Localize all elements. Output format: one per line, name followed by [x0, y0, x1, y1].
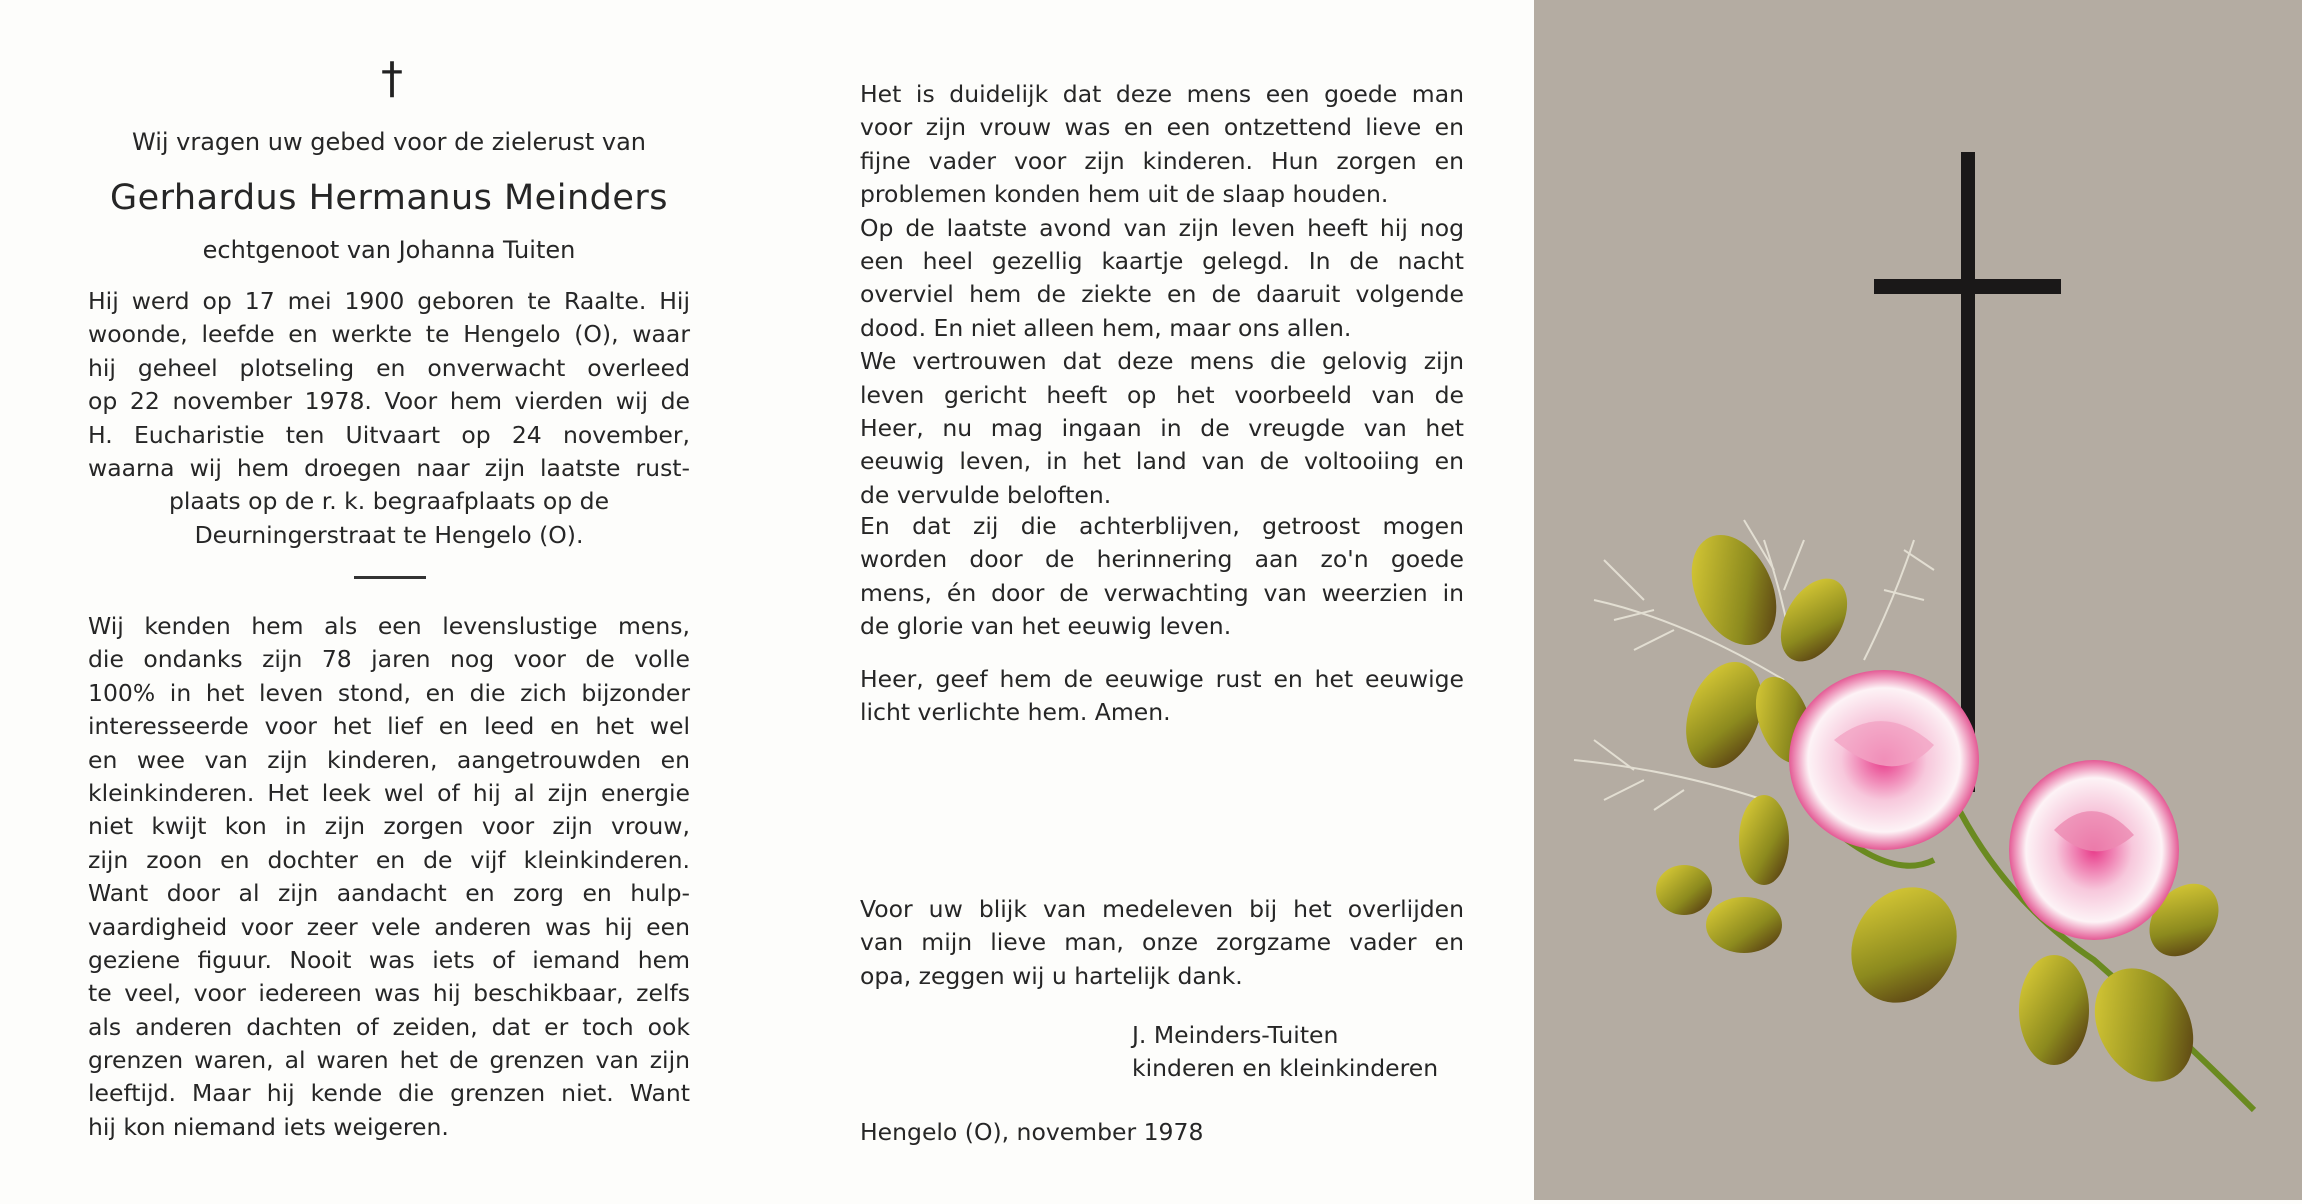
text-line: Heer, geef hem de eeuwige rust en het eeuwige — [860, 665, 1464, 693]
text-line: Hij werd op 17 mei 1900 geboren te Raalte. Hij — [88, 287, 690, 315]
deceased-name: Gerhardus Hermanus Meinders — [110, 178, 668, 218]
text-line: een heel gezellig kaartje gelegd. In de nacht — [860, 246, 1464, 275]
text-line: H. Eucharistie ten Uitvaart op 24 november, — [88, 420, 690, 449]
thanks-paragraph — [860, 893, 1464, 993]
text-line: Deurningerstraat te Hengelo (O). — [194, 520, 584, 549]
text-line: Op de laatste avond van zijn leven heeft hij nog — [860, 213, 1464, 242]
text-line: geziene figuur. Nooit was iets of iemand hem — [88, 945, 690, 974]
text-line: worden door de herinnering aan zo'n goede — [860, 545, 1464, 574]
signature — [1132, 1019, 1462, 1086]
text-line: grenzen waren, al waren het de grenzen van zijn — [88, 1046, 690, 1075]
text-line: voor zijn vrouw was en een ontzettend lieve en — [860, 113, 1464, 142]
reflection-paragraph — [860, 78, 1464, 512]
text-line: mens, én door de verwachting van weerzien in — [860, 578, 1464, 607]
text-line: We vertrouwen dat deze mens die gelovig zijn — [860, 347, 1464, 376]
text-line: niet kwijt kon in zijn zorgen voor zijn vrouw, — [88, 812, 690, 841]
cross-icon: † — [381, 53, 403, 104]
text-line: als anderen dachten of zeiden, dat er toch ook — [88, 1012, 690, 1041]
text-line: de vervulde beloften. — [860, 480, 1112, 509]
text-line: Wij kenden hem als een levenslustige mens, — [88, 612, 690, 640]
text-line: hij geheel plotseling en onverwacht overleed — [88, 353, 690, 382]
text-line: Heer, nu mag ingaan in de vreugde van het — [860, 413, 1464, 442]
text-line: overviel hem de ziekte en de daaruit volgende — [860, 280, 1464, 309]
text-line: En dat zij die achterblijven, getroost mogen — [860, 512, 1464, 540]
text-line: eeuwig leven, in het land van de voltooiing en — [860, 447, 1464, 476]
text-line: woonde, leefde en werkte te Hengelo (O), waar — [88, 320, 690, 349]
rose-right — [2009, 760, 2179, 940]
text-line: dood. En niet alleen hem, maar ons allen. — [860, 313, 1352, 342]
place-and-date: Hengelo (O), november 1978 — [860, 1118, 1204, 1146]
text-line: plaats op de r. k. begraafplaats op de — [168, 487, 610, 516]
tribute-paragraph — [88, 610, 690, 1144]
text-line: 100% in het leven stond, en die zich bijzonder — [88, 678, 690, 707]
text-line: die ondanks zijn 78 jaren nog voor de volle — [88, 645, 690, 674]
text-line: de glorie van het eeuwig leven. — [860, 612, 1232, 641]
text-line: Voor uw blijk van medeleven bij het overlijden — [860, 895, 1464, 923]
divider — [354, 576, 426, 579]
hope-paragraph — [860, 510, 1464, 644]
text-line: van mijn lieve man, onze zorgzame vader en — [860, 928, 1464, 957]
text-line: Want door al zijn aandacht en zorg en hulp- — [88, 879, 690, 908]
text-line: fijne vader voor zijn kinderen. Hun zorgen en — [860, 146, 1464, 175]
decorative-panel — [1534, 0, 2302, 1200]
text-line: waarna wij hem droegen naar zijn laatste rust- — [88, 453, 690, 482]
text-line: kinderen en kleinkinderen — [1132, 1054, 1439, 1083]
text-line: licht verlichte hem. Amen. — [860, 698, 1171, 727]
text-line: kleinkinderen. Het leek wel of hij al zijn energie — [88, 778, 690, 807]
cross-with-roses-illustration — [1534, 0, 2302, 1200]
text-line: op 22 november 1978. Voor hem vierden wij de — [88, 387, 690, 416]
text-line: interesseerde voor het lief en leed en het wel — [88, 712, 690, 741]
text-line: leven gericht heeft op het voorbeeld van de — [860, 380, 1464, 409]
rose-left — [1789, 670, 1979, 850]
spouse-line: echtgenoot van Johanna Tuiten — [202, 236, 576, 264]
text-line: J. Meinders-Tuiten — [1132, 1021, 1339, 1049]
text-line: zijn zoon en dochter en de vijf kleinkinderen. — [88, 845, 690, 874]
text-line: leeftijd. Maar hij kende die grenzen niet. Want — [88, 1079, 690, 1108]
text-line: en wee van zijn kinderen, aangetrouwden en — [88, 745, 690, 774]
biography-paragraph — [88, 285, 690, 552]
text-line: opa, zeggen wij u hartelijk dank. — [860, 961, 1243, 990]
final-prayer — [860, 663, 1464, 730]
text-line: hij kon niemand iets weigeren. — [88, 1112, 449, 1141]
text-line: Het is duidelijk dat deze mens een goede man — [860, 80, 1464, 108]
text-line: te veel, voor iedereen was hij beschikbaar, zelfs — [88, 979, 690, 1008]
text-line: vaardigheid voor zeer vele anderen was hij een — [88, 912, 690, 941]
prayer-request: Wij vragen uw gebed voor de zielerust van — [131, 128, 647, 156]
text-line: problemen konden hem uit de slaap houden. — [860, 180, 1389, 209]
